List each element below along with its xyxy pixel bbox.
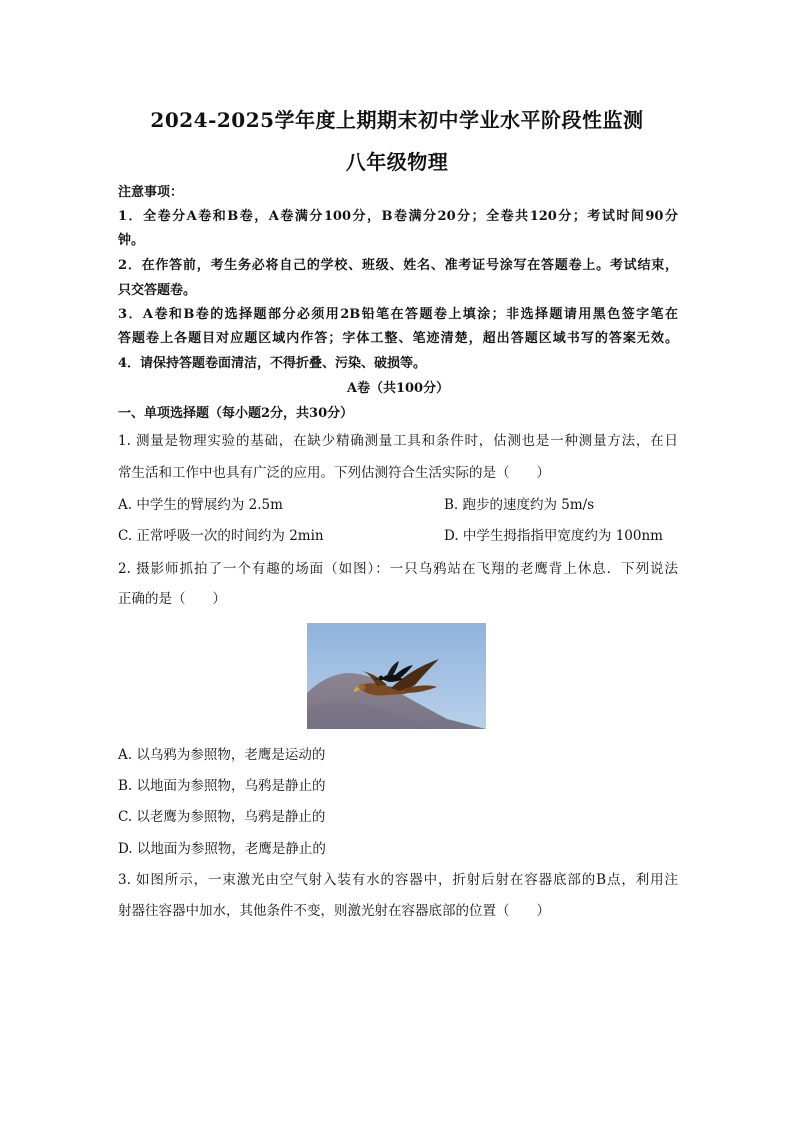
note-1-line-2: 钟。: [118, 233, 145, 248]
q3-stem-line-1: 3. 如图所示，一束激光由空气射入装有水的容器中，折射后射在容器底部的B点，利用注: [118, 872, 678, 888]
q2-option-b: B. 以地面为参照物，乌鸦是静止的: [118, 778, 326, 794]
note-2-line-2: 只交答题卷。: [118, 283, 197, 298]
q2-stem-line-1: 2. 摄影师抓拍了一个有趣的场面（如图）：一只乌鸦站在飞翔的老鹰背上休息．下列说法: [118, 561, 678, 577]
note-3-line-1: 3．A卷和B卷的选择题部分必须用2B铅笔在答题卷上填涂；非选择题请用黑色签字笔在: [118, 307, 678, 322]
part-1-heading: 一、单项选择题（每小题2分，共30分）: [118, 406, 354, 421]
q1-stem-line-1: 1. 测量是物理实验的基础，在缺少精确测量工具和条件时，估测也是一种测量方法，在日: [118, 433, 678, 449]
q2-option-d: D. 以地面为参照物，老鹰是静止的: [118, 841, 326, 857]
crow-on-eagle-photo: [307, 623, 486, 729]
note-3-line-2: 答题卷上各题目对应题区域内作答；字体工整、笔迹清楚，超出答题区域书写的答案无效。: [118, 331, 678, 346]
note-2-line-1: 2．在作答前，考生务必将自己的学校、班级、姓名、准考证号涂写在答题卷上。考试结束，: [118, 258, 678, 273]
section-a-title: A卷（共100分）: [346, 381, 450, 396]
q1-option-a: A. 中学生的臂展约为 2.5m: [118, 497, 283, 513]
q1-option-c: C. 正常呼吸一次的时间约为 2min: [118, 528, 324, 544]
q2-stem-line-2: 正确的是（ ）: [118, 591, 226, 607]
note-1-line-1: 1．全卷分A卷和B卷，A卷满分100分，B卷满分20分；全卷共120分；考试时间90分: [118, 209, 678, 224]
q1-stem-line-2: 常生活和工作中也具有广泛的应用。下列估测符合生活实际的是（ ）: [118, 465, 550, 481]
notes-heading: 注意事项：: [118, 185, 184, 200]
exam-title: 2024-2025学年度上期期末初中学业水平阶段性监测: [150, 108, 644, 132]
q2-option-a: A. 以乌鸦为参照物，老鹰是运动的: [118, 747, 326, 763]
note-4: 4．请保持答题卷面清洁，不得折叠、污染、破损等。: [118, 356, 427, 371]
q2-option-c: C. 以老鹰为参照物，乌鸦是静止的: [118, 809, 326, 825]
q1-option-b: B. 跑步的速度约为 5m/s: [444, 497, 595, 513]
q1-option-d: D. 中学生拇指指甲宽度约为 100nm: [444, 528, 663, 544]
q3-stem-line-2: 射器往容器中加水，其他条件不变，则激光射在容器底部的位置（ ）: [118, 903, 550, 919]
exam-subject: 八年级物理: [345, 150, 449, 174]
